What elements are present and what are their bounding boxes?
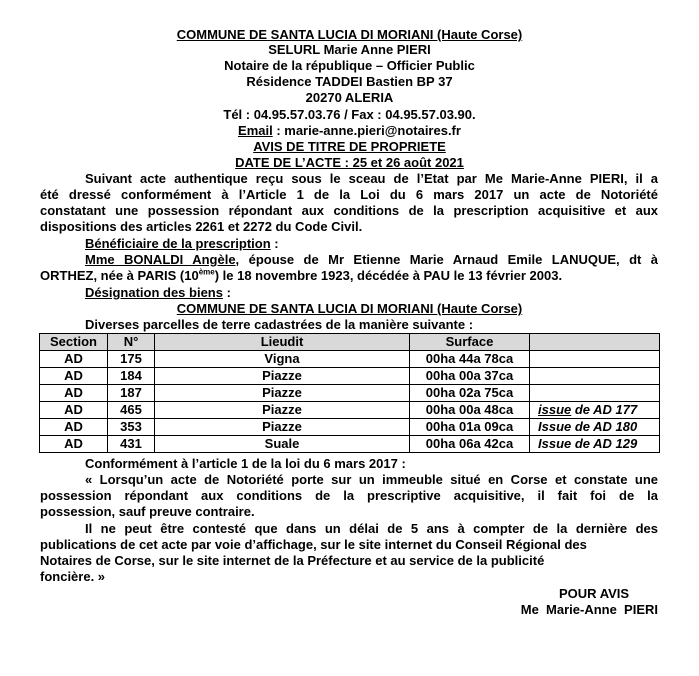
cell-lieudit: Piazze — [155, 419, 410, 436]
cell-section: AD — [40, 351, 108, 368]
commune-heading: COMMUNE DE SANTA LUCIA DI MORIANI (Haute Corse) — [176, 27, 523, 42]
beneficiary-birth-a: ORTHEZ, née à PARIS (10 — [40, 268, 199, 283]
office-name: SELURL Marie Anne PIERI — [268, 42, 431, 57]
cell-lieudit: Piazze — [155, 368, 410, 385]
cell-note — [530, 385, 660, 402]
table-row — [40, 419, 660, 436]
designation-colon: : — [222, 285, 231, 300]
intro-line-3: constatant une possession répondant aux conditions de la prescription acquisitive et aux — [40, 203, 658, 218]
notice-title: AVIS DE TITRE DE PROPRIETE — [253, 139, 446, 154]
address-line-2: 20270 ALERIA — [305, 90, 394, 105]
notary-role: Notaire de la république – Officier Public — [224, 58, 475, 73]
email-line — [0, 123, 699, 138]
beneficiary-line-1 — [85, 252, 658, 267]
table-row — [40, 385, 660, 402]
table-row — [40, 402, 660, 419]
cell-note: Issue de AD 180 — [530, 419, 660, 436]
beneficiary-rest: , épouse de Mr Etienne Marie Arnaud Emile LANUQUE, dt à — [235, 252, 658, 267]
cell-surface: 00ha 00a 37ca — [410, 368, 530, 385]
cell-section: AD — [40, 402, 108, 419]
contest-line-3: Notaires de Corse, sur le site internet de la Préfecture et au service de la publicité — [40, 553, 545, 568]
beneficiary-birth-b: ) le 18 novembre 1923, décédée à PAU le 13 février 2003. — [214, 268, 563, 283]
beneficiary-colon: : — [270, 236, 279, 251]
header-surface: Surface — [410, 334, 530, 351]
cell-surface: 00ha 02a 75ca — [410, 385, 530, 402]
cell-lieudit: Piazze — [155, 402, 410, 419]
cell-lieudit: Suale — [155, 436, 410, 453]
cell-note — [530, 351, 660, 368]
beneficiary-name: Mme BONALDI Angèle — [85, 252, 236, 267]
cell-number: 353 — [108, 419, 155, 436]
contest-line-4: foncière. » — [40, 569, 106, 584]
cell-note: issue de AD 177 — [530, 402, 660, 419]
cell-surface: 00ha 01a 09ca — [410, 419, 530, 436]
parcels-intro: Diverses parcelles de terre cadastrées de la manière suivante : — [85, 317, 474, 332]
header-number: N° — [108, 334, 155, 351]
table-row — [40, 436, 660, 453]
beneficiary-line-2 — [40, 268, 562, 283]
parcels-table — [39, 333, 660, 453]
address-line-1: Résidence TADDEI Bastien BP 37 — [246, 74, 453, 89]
cell-lieudit: Vigna — [155, 351, 410, 368]
table-row — [40, 368, 660, 385]
signature-pour-avis: POUR AVIS — [559, 586, 630, 601]
contest-line-2: publications de cet acte par voie d’affichage, sur le site internet du Conseil Régional des — [40, 537, 587, 552]
cell-number: 431 — [108, 436, 155, 453]
intro-line-2: été dressé conformément à l’Article 1 de la Loi du 6 mars 2017 un acte de Notoriété — [40, 187, 658, 202]
header-section: Section — [40, 334, 108, 351]
header-note — [530, 334, 660, 351]
cell-section: AD — [40, 368, 108, 385]
quote-line-2: possession répondant aux conditions de la prescriptive acquisitive, il fait foi de la — [40, 488, 658, 503]
cell-surface: 00ha 00a 48ca — [410, 402, 530, 419]
phone-fax: Tél : 04.95.57.03.76 / Fax : 04.95.57.03.90. — [223, 107, 476, 122]
cell-lieudit: Piazze — [155, 385, 410, 402]
conformement-line: Conformément à l’article 1 de la loi du 6 mars 2017 : — [85, 456, 406, 471]
cell-surface: 00ha 44a 78ca — [410, 351, 530, 368]
email-value: : marie-anne.pieri@notaires.fr — [272, 123, 461, 138]
cell-note — [530, 368, 660, 385]
cell-number: 465 — [108, 402, 155, 419]
quote-line-3: possession, sauf preuve contraire. — [40, 504, 255, 519]
cell-section: AD — [40, 385, 108, 402]
cell-section: AD — [40, 419, 108, 436]
cell-number: 184 — [108, 368, 155, 385]
designation-heading — [85, 285, 231, 300]
intro-line-4: dispositions des articles 2261 et 2272 du Code Civil. — [40, 219, 363, 234]
email-label: Email — [238, 123, 273, 138]
act-date: DATE DE L’ACTE : 25 et 26 août 2021 — [235, 155, 464, 170]
table-header-row — [40, 334, 660, 351]
intro-line-1: Suivant acte authentique reçu sous le sceau de l’Etat par Me Marie-Anne PIERI, il a — [85, 171, 658, 186]
cell-number: 175 — [108, 351, 155, 368]
cell-section: AD — [40, 436, 108, 453]
beneficiary-label: Bénéficiaire de la prescription — [85, 236, 271, 251]
contest-line-1: Il ne peut être contesté que dans un délai de 5 ans à compter de la dernière des — [85, 521, 658, 536]
cell-note: Issue de AD 129 — [530, 436, 660, 453]
designation-label: Désignation des biens — [85, 285, 223, 300]
cell-surface: 00ha 06a 42ca — [410, 436, 530, 453]
quote-line-1: « Lorsqu’un acte de Notoriété porte sur un immeuble situé en Corse et constate une — [85, 472, 658, 487]
signature-name: Me Marie-Anne PIERI — [520, 602, 658, 617]
cell-number: 187 — [108, 385, 155, 402]
note-issue-word: issue — [538, 402, 572, 417]
table-row — [40, 351, 660, 368]
designation-commune: COMMUNE DE SANTA LUCIA DI MORIANI (Haute Corse) — [176, 301, 523, 316]
header-lieudit: Lieudit — [155, 334, 410, 351]
beneficiary-birth-sup: ème — [198, 267, 215, 277]
beneficiary-heading — [85, 236, 279, 251]
